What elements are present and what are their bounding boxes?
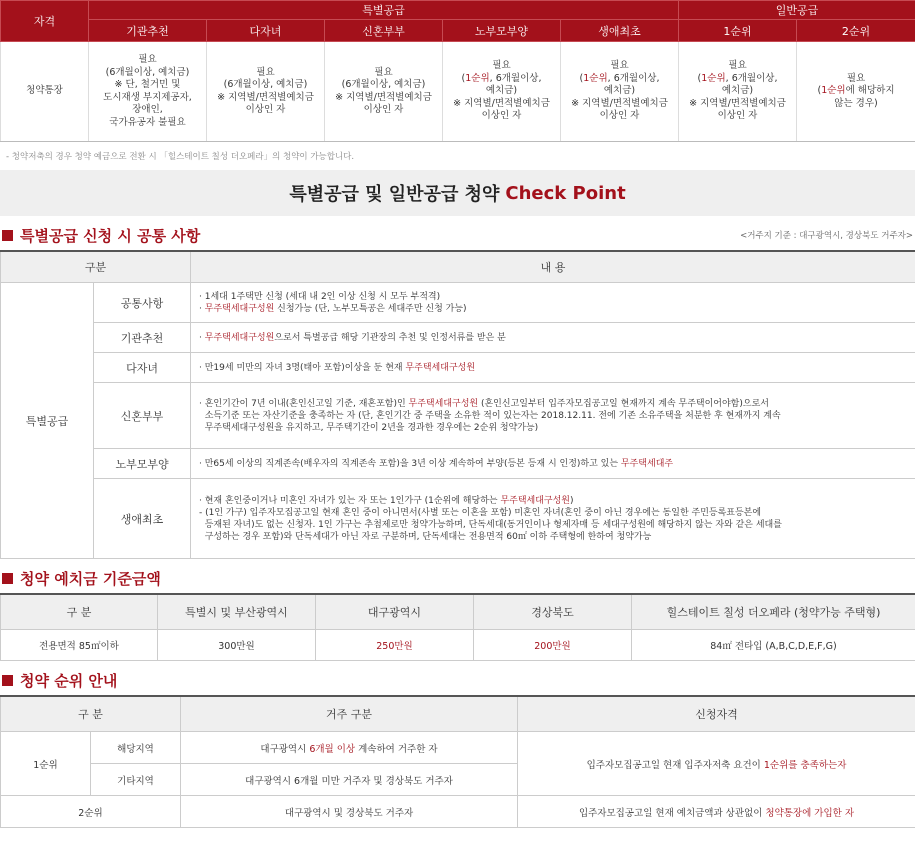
cell-line: (1순위, 6개월이상,	[579, 72, 660, 84]
sub-header: 1순위	[679, 20, 797, 42]
deposit-cell: 84㎡ 전타입 (A,B,C,D,E,F,G)	[632, 630, 915, 661]
cell-line: ※ 지역별/면적별예치금	[571, 97, 668, 109]
content-line	[199, 422, 915, 434]
deposit-header: 대구광역시	[316, 594, 474, 630]
deposit-header: 힐스테이트 칠성 더오페라 (청약가능 주택형)	[632, 594, 915, 630]
text: ·	[199, 332, 205, 343]
cell-line: 이상인 자	[717, 110, 758, 122]
cell-line: 필요	[728, 60, 747, 72]
cell-line: (6개월이상, 예치금)	[223, 79, 308, 90]
cell-line: 이상인 자	[245, 104, 286, 115]
content-line	[199, 362, 915, 374]
text: 등재된 자녀)도 없는 신청자. 1인 가구는 추첨제로만 청약가능하며, 단독세대(동거인이나 형제자매 등 세대구성원에 해당하지 않는 자와 같은 세대를	[199, 519, 782, 530]
highlight-text: 청약통장에 가입한 자	[765, 807, 855, 819]
text: ·	[199, 303, 205, 314]
requirement-cell	[325, 42, 443, 142]
sub-header: 기관추천	[89, 20, 207, 42]
category-cell: 생애최초	[94, 479, 191, 559]
section-title-text: 청약 예치금 기준금액	[20, 569, 161, 588]
cell-line: 예치금)	[721, 85, 754, 97]
cell-line: (6개월이상, 예치금)	[341, 79, 426, 90]
square-bullet-icon	[2, 675, 13, 686]
text: 입주자모집공고일 현재 입주자저축 요건이	[586, 759, 764, 771]
content-line	[199, 332, 915, 344]
section-title-text: 특별공급 신청 시 공통 사항	[20, 226, 201, 245]
header-general-supply: 일반공급	[679, 1, 915, 20]
category-cell: 기관추천	[94, 323, 191, 353]
sub-header: 2순위	[797, 20, 915, 42]
deposit-header: 특별시 및 부산광역시	[158, 594, 316, 630]
sub-header: 다자녀	[207, 20, 325, 42]
highlight-text: 1순위	[465, 72, 490, 84]
cell-line: 필요	[846, 72, 866, 84]
text: - (1인 가구) 입주자모집공고일 현재 혼인 중이 아니면서(사별 또는 이혼을 포함) 미혼인 자녀(혼인 중이 아닌 경우에는 동일한 주민등록표등본에	[199, 507, 762, 518]
other-area-label: 기타지역	[91, 764, 181, 796]
category-cell: 신혼부부	[94, 383, 191, 449]
row-label-savings-account: 청약통장	[1, 42, 89, 142]
category-cell: 다자녀	[94, 353, 191, 383]
rank-2-label: 2순위	[1, 796, 181, 828]
text: 입주자모집공고일 현재 예치금액과 상관없이	[578, 807, 766, 819]
square-bullet-icon	[2, 573, 13, 584]
col-content: 내 용	[191, 251, 915, 283]
requirement-cell	[797, 42, 915, 142]
subscription-rank-table	[0, 695, 915, 828]
text: · 1세대 1주택만 신청 (세대 내 2인 이상 신청 시 모두 부적격)	[199, 291, 441, 302]
highlight-text: 무주택세대구성원	[500, 495, 570, 506]
content-cell	[191, 323, 915, 353]
local-area-label: 해당지역	[91, 732, 181, 764]
cell-line: (1순위, 6개월이상,	[697, 72, 778, 84]
deposit-cell: 전용면적 85㎡이하	[1, 630, 158, 661]
cell-line: 필요	[138, 54, 157, 65]
section-deposit-title	[0, 563, 915, 593]
cell-line: ※ 지역별/면적별예치금	[689, 97, 786, 109]
sub-header: 신혼부부	[325, 20, 443, 42]
highlight-text: 1순위	[583, 72, 608, 84]
text: · 혼인기간이 7년 이내(혼인신고일 기준, 재혼포함)인	[199, 398, 409, 409]
content-line	[199, 531, 915, 543]
cell-line: (1순위에 해당하지	[817, 85, 895, 97]
cell-line: ※ 지역별/면적별예치금	[335, 91, 432, 103]
cell-line: 국가유공자 불필요	[109, 116, 186, 128]
cell-line: 필요	[492, 60, 511, 72]
content-cell	[191, 479, 915, 559]
cell-line: ※ 지역별/면적별예치금	[453, 97, 550, 109]
sub-header: 노부모부양	[443, 20, 561, 42]
col-residence: 거주 구분	[181, 696, 518, 732]
content-line	[199, 398, 915, 410]
deposit-header: 구 분	[1, 594, 158, 630]
highlight-text: 무주택세대구성원	[405, 362, 476, 373]
col-category: 구 분	[1, 696, 181, 732]
check-point-banner	[0, 170, 915, 216]
content-cell	[191, 383, 915, 449]
square-bullet-icon	[2, 230, 13, 241]
cell-line: 않는 경우)	[834, 97, 878, 109]
text: · 현재 혼인중이거나 미혼인 자녀가 있는 자 또는 1인가구 (1순위에 해당하는	[199, 495, 501, 506]
cell-line: 이상인 자	[481, 110, 522, 122]
cell-line: 도시재생 부지제공자,	[103, 91, 192, 103]
deposit-amount-table	[0, 593, 915, 661]
content-line	[199, 507, 915, 519]
requirement-cell	[207, 42, 325, 142]
banner-highlight: Check Point	[505, 182, 626, 204]
banner-title: 특별공급 및 일반공급 청약	[289, 184, 500, 205]
text: 으로서 특별공급 해당 기관장의 추천 및 인정서류를 받은 분	[274, 332, 506, 343]
content-line	[199, 495, 915, 507]
rank-1-label: 1순위	[1, 732, 91, 796]
cell-line: 예치금)	[603, 85, 636, 97]
text: 무주택세대구성원을 유지하고, 무주택기간이 2년을 경과한 경우에는 2순위 청약가능)	[199, 422, 539, 433]
requirement-cell	[679, 42, 797, 142]
cell-line: (1순위, 6개월이상,	[461, 72, 542, 84]
col-category: 구분	[1, 251, 191, 283]
note-text: - 청약저축의 경우 청약 예금으로 전환 시 「힐스테이트 칠성 더오페라」의 청약이 가능합니다.	[6, 152, 355, 162]
requirement-cell	[443, 42, 561, 142]
highlight-text: 무주택세대구성원	[204, 303, 275, 314]
content-line	[199, 303, 915, 315]
text: (혼인신고일부터 입주자모집공고일 현재까지 계속 무주택이어야함)으로서	[478, 398, 769, 409]
highlight-text: 1순위	[701, 72, 726, 84]
cell-line: 이상인 자	[363, 104, 404, 115]
deposit-cell: 300만원	[158, 630, 316, 661]
residence-basis-note: <거주지 기준 : 대구광역시, 경상북도 거주자>	[740, 231, 913, 241]
deposit-cell: 250만원	[316, 630, 474, 661]
content-cell	[191, 283, 915, 323]
highlight-text: 1순위를 충족하는자	[763, 759, 847, 771]
header-special-supply: 특별공급	[89, 1, 679, 20]
section-title-text: 청약 순위 안내	[20, 671, 118, 690]
text: 계속하여 거주한 자	[355, 743, 438, 755]
content-cell	[191, 449, 915, 479]
highlight-text: 1순위	[821, 85, 846, 97]
rank-1-qualification	[518, 732, 915, 796]
text: 구성하는 경우 포함)와 단독세대가 아닌 자로 구분하며, 단독세대는 전용면적 60㎡ 이하 주택형에 한하여 청약가능	[199, 531, 652, 542]
section-common-requirements-title	[0, 220, 915, 250]
highlight-text: 무주택세대주	[620, 458, 674, 469]
highlight-text: 무주택세대구성원	[204, 332, 275, 343]
section-rank-title	[0, 665, 915, 695]
highlight-text: 6개월 이상	[309, 743, 356, 755]
col-qualification: 신청자격	[518, 696, 915, 732]
category-cell: 노부모부양	[94, 449, 191, 479]
text: · 만19세 미만의 자녀 3명(태아 포함)이상을 둔 현재	[199, 362, 406, 373]
cell-line: ※ 단, 철거민 및	[114, 79, 181, 90]
cell-line: (6개월이상, 예치금)	[105, 66, 190, 78]
rank-2-residence-cell: 대구광역시 및 경상북도 거주자	[181, 796, 518, 828]
group-label-special-supply: 특별공급	[1, 283, 94, 559]
deposit-header: 경상북도	[474, 594, 632, 630]
content-line	[199, 291, 915, 303]
content-line	[199, 410, 915, 422]
subscription-qualification-table	[0, 0, 915, 142]
other-residence-cell: 대구광역시 6개월 미만 거주자 및 경상북도 거주자	[181, 764, 518, 796]
cell-line: 이상인 자	[599, 110, 640, 122]
text: 소득기준 또는 자산기준을 충족하는 자 (단, 혼인기간 중 주택을 소유한 적이 있는자는 2018.12.11. 전에 기존 소유주택을 처분한 후 현재까지 계속	[199, 410, 781, 421]
header-qualification: 자격	[1, 1, 89, 42]
requirement-cell	[561, 42, 679, 142]
highlight-text: 무주택세대구성원	[408, 398, 479, 409]
local-residence-cell	[181, 732, 518, 764]
cell-line: 필요	[374, 66, 393, 78]
content-line	[199, 458, 915, 470]
sub-header: 생애최초	[561, 20, 679, 42]
text: )	[570, 495, 574, 506]
special-supply-common-table	[0, 250, 915, 559]
cell-line: 필요	[256, 66, 275, 78]
content-line	[199, 519, 915, 531]
text: 대구광역시	[260, 743, 310, 755]
category-cell: 공통사항	[94, 283, 191, 323]
requirement-cell	[89, 42, 207, 142]
text: · 만65세 이상의 직계존속(배우자의 직계존속 포함)을 3년 이상 계속하여 부양(등본 등재 시 인정)하고 있는	[199, 458, 621, 469]
content-cell	[191, 353, 915, 383]
cell-line: 필요	[610, 60, 629, 72]
cell-line: ※ 지역별/면적별예치금	[217, 91, 314, 103]
deposit-cell: 200만원	[474, 630, 632, 661]
cell-line: 장애인,	[132, 104, 163, 115]
cell-line: 예치금)	[485, 85, 518, 97]
rank-2-qualification	[518, 796, 915, 828]
text: 신청가능 (단, 노부모특공은 세대주만 신청 가능)	[274, 303, 467, 314]
